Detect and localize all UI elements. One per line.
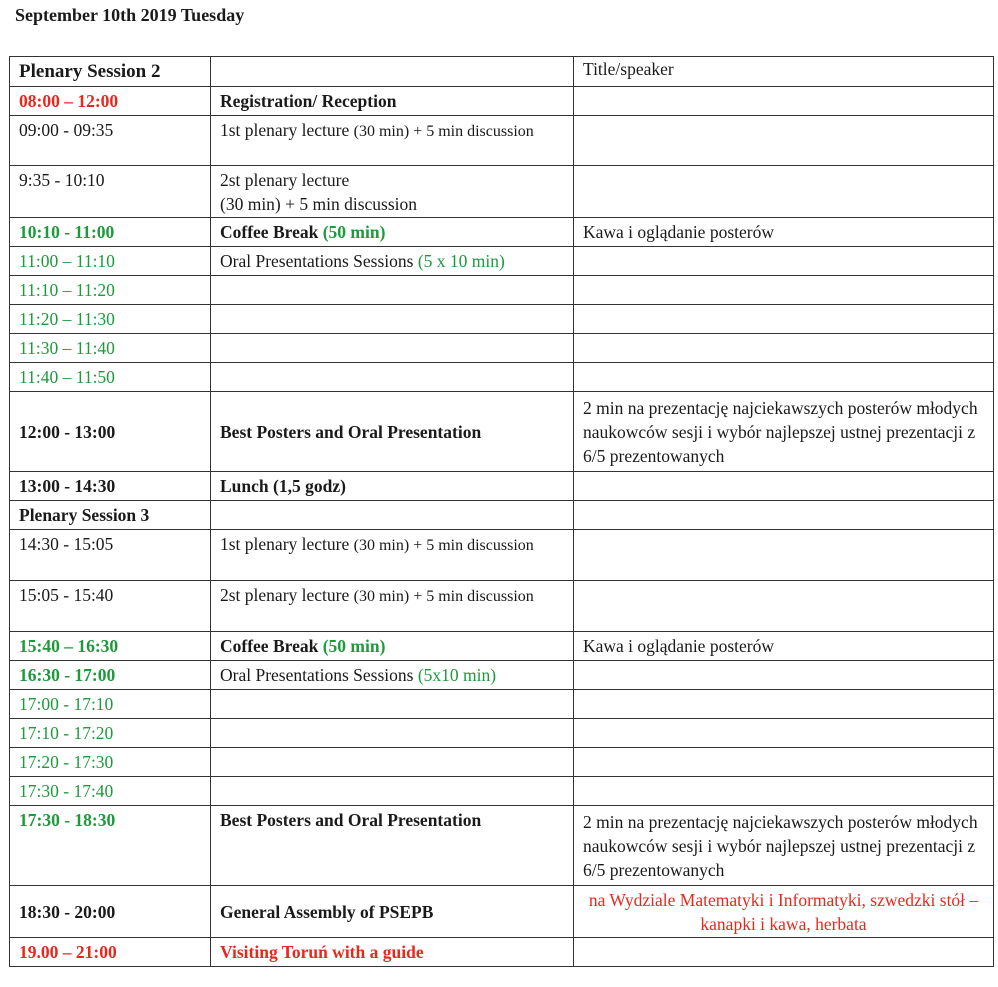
event-label: Oral Presentations Sessions bbox=[220, 251, 414, 271]
table-row bbox=[10, 305, 994, 334]
event-cell bbox=[211, 581, 574, 632]
time-cell: 11:00 – 11:10 bbox=[10, 247, 211, 276]
table-row bbox=[10, 748, 994, 777]
event-detail: (30 min) + 5 min discussion bbox=[353, 123, 534, 140]
event-cell bbox=[211, 247, 574, 276]
event-cell: Visiting Toruń with a guide bbox=[211, 938, 574, 967]
table-row bbox=[10, 886, 994, 938]
event-detail: (5x10 min) bbox=[417, 665, 497, 685]
note-cell: 2 min na prezentację najciekawszych posterów młodych naukowców sesji i wybór najlepszej ustnej prezentacji z 6/5 prezentowanych bbox=[574, 392, 994, 472]
note-cell bbox=[574, 363, 994, 392]
event-cell bbox=[211, 276, 574, 305]
note-cell bbox=[574, 690, 994, 719]
note-cell bbox=[574, 501, 994, 530]
time-cell: 19.00 – 21:00 bbox=[10, 938, 211, 967]
table-row bbox=[10, 777, 994, 806]
time-cell: 11:20 – 11:30 bbox=[10, 305, 211, 334]
time-cell: 12:00 - 13:00 bbox=[10, 392, 211, 472]
time-cell: 16:30 - 17:00 bbox=[10, 661, 211, 690]
table-row bbox=[10, 276, 994, 305]
event-cell: Best Posters and Oral Presentation bbox=[211, 806, 574, 886]
event-cell: Best Posters and Oral Presentation bbox=[211, 392, 574, 472]
time-cell: 17:00 - 17:10 bbox=[10, 690, 211, 719]
note-cell bbox=[574, 581, 994, 632]
event-detail: (30 min) + 5 min discussion bbox=[353, 588, 534, 605]
note-cell: 2 min na prezentację najciekawszych posterów młodych naukowców sesji i wybór najlepszej ustnej prezentacji z 6/5 prezentowanych bbox=[574, 806, 994, 886]
time-cell: 15:40 – 16:30 bbox=[10, 632, 211, 661]
session-heading: Plenary Session 3 bbox=[10, 501, 211, 530]
event-label: 1st plenary lecture bbox=[220, 120, 350, 140]
table-row bbox=[10, 87, 994, 116]
note-cell: na Wydziale Matematyki i Informatyki, szwedzki stół – kanapki i kawa, herbata bbox=[574, 886, 994, 938]
table-row bbox=[10, 116, 994, 166]
table-row bbox=[10, 530, 994, 581]
session-heading: Plenary Session 2 bbox=[10, 57, 211, 87]
note-cell bbox=[574, 305, 994, 334]
note-cell bbox=[574, 938, 994, 967]
event-cell: Registration/ Reception bbox=[211, 87, 574, 116]
table-row bbox=[10, 247, 994, 276]
time-cell: 08:00 – 12:00 bbox=[10, 87, 211, 116]
time-cell: 09:00 - 09:35 bbox=[10, 116, 211, 166]
time-cell: 17:30 - 17:40 bbox=[10, 777, 211, 806]
table-row bbox=[10, 632, 994, 661]
note-cell bbox=[574, 116, 994, 166]
event-detail: (50 min) bbox=[322, 222, 386, 242]
event-cell bbox=[211, 57, 574, 87]
time-cell: 15:05 - 15:40 bbox=[10, 581, 211, 632]
event-cell bbox=[211, 777, 574, 806]
event-label: Coffee Break bbox=[220, 636, 319, 656]
note-cell bbox=[574, 530, 994, 581]
note-cell bbox=[574, 748, 994, 777]
table-row bbox=[10, 57, 994, 87]
table-row bbox=[10, 661, 994, 690]
table-row bbox=[10, 719, 994, 748]
time-cell: 10:10 - 11:00 bbox=[10, 218, 211, 247]
note-cell bbox=[574, 87, 994, 116]
table-row bbox=[10, 690, 994, 719]
note-cell bbox=[574, 719, 994, 748]
time-cell: 18:30 - 20:00 bbox=[10, 886, 211, 938]
event-cell bbox=[211, 632, 574, 661]
table-row bbox=[10, 392, 994, 472]
event-cell: Lunch (1,5 godz) bbox=[211, 472, 574, 501]
table-row bbox=[10, 218, 994, 247]
event-cell: General Assembly of PSEPB bbox=[211, 886, 574, 938]
event-cell bbox=[211, 748, 574, 777]
note-cell: Kawa i oglądanie posterów bbox=[574, 218, 994, 247]
event-cell bbox=[211, 116, 574, 166]
table-row bbox=[10, 334, 994, 363]
event-label: 2st plenary lecture bbox=[220, 585, 350, 605]
table-row bbox=[10, 166, 994, 218]
time-cell: 13:00 - 14:30 bbox=[10, 472, 211, 501]
event-cell bbox=[211, 530, 574, 581]
note-cell bbox=[574, 166, 994, 218]
time-cell: 9:35 - 10:10 bbox=[10, 166, 211, 218]
time-cell: 11:40 – 11:50 bbox=[10, 363, 211, 392]
page-heading: September 10th 2019 Tuesday bbox=[15, 5, 245, 25]
note-cell bbox=[574, 247, 994, 276]
note-cell bbox=[574, 276, 994, 305]
note-cell bbox=[574, 661, 994, 690]
note-cell bbox=[574, 334, 994, 363]
table-row bbox=[10, 363, 994, 392]
event-cell bbox=[211, 334, 574, 363]
table-row bbox=[10, 806, 994, 886]
table-row bbox=[10, 581, 994, 632]
note-cell bbox=[574, 777, 994, 806]
event-cell bbox=[211, 501, 574, 530]
event-cell bbox=[211, 218, 574, 247]
event-detail: (30 min) + 5 min discussion bbox=[353, 537, 534, 554]
event-cell bbox=[211, 690, 574, 719]
event-cell bbox=[211, 719, 574, 748]
event-detail: (50 min) bbox=[322, 636, 386, 656]
event-label: Coffee Break bbox=[220, 222, 319, 242]
event-detail: (30 min) + 5 min discussion bbox=[220, 194, 418, 214]
time-cell: 17:30 - 18:30 bbox=[10, 806, 211, 886]
table-row bbox=[10, 472, 994, 501]
event-label: 1st plenary lecture bbox=[220, 534, 350, 554]
time-cell: 11:10 – 11:20 bbox=[10, 276, 211, 305]
title-speaker-header: Title/speaker bbox=[574, 57, 994, 87]
time-cell: 17:20 - 17:30 bbox=[10, 748, 211, 777]
event-cell bbox=[211, 305, 574, 334]
event-label: Oral Presentations Sessions bbox=[220, 665, 414, 685]
event-cell bbox=[211, 363, 574, 392]
event-cell bbox=[211, 166, 574, 218]
time-cell: 14:30 - 15:05 bbox=[10, 530, 211, 581]
event-label: 2st plenary lecture bbox=[220, 170, 350, 190]
event-detail: (5 x 10 min) bbox=[417, 251, 505, 271]
event-cell bbox=[211, 661, 574, 690]
time-cell: 11:30 – 11:40 bbox=[10, 334, 211, 363]
schedule-table bbox=[9, 56, 994, 967]
note-cell: Kawa i oglądanie posterów bbox=[574, 632, 994, 661]
time-cell: 17:10 - 17:20 bbox=[10, 719, 211, 748]
note-cell bbox=[574, 472, 994, 501]
table-row bbox=[10, 938, 994, 967]
table-row bbox=[10, 501, 994, 530]
